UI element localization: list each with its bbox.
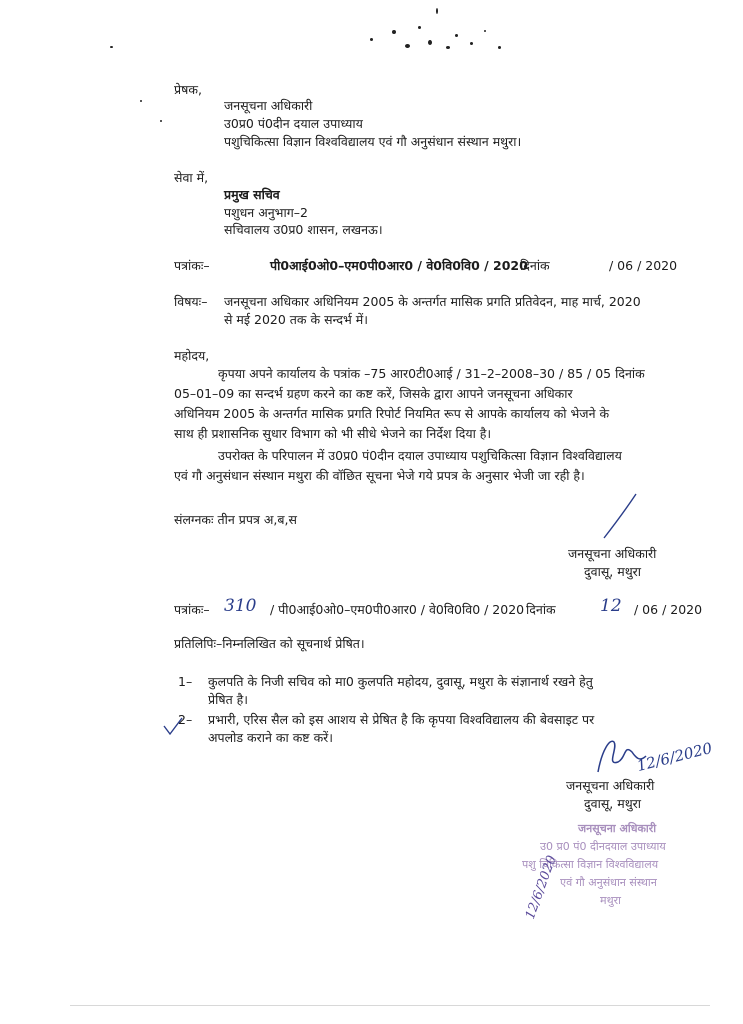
page-edge-line <box>70 1005 710 1006</box>
ref-label: पत्रांकः– <box>174 258 210 273</box>
signature1-line-1: जनसूचना अधिकारी <box>568 546 657 561</box>
para1-line-2: 05–01–09 का सन्दर्भ ग्रहण करने का कष्ट करें, जिसके द्वारा आपने जनसूचना अधिकार <box>174 386 573 401</box>
signature1-line-2: दुवासू, मथुरा <box>584 564 642 579</box>
subject-label: विषयः– <box>174 294 208 309</box>
stamp-line-5: मथुरा <box>600 894 621 907</box>
recipient-line-2: सचिवालय उ0प्र0 शासन, लखनऊ। <box>224 222 383 237</box>
copy-item-1-num: 1– <box>178 674 193 689</box>
check-mark <box>162 716 184 738</box>
signature2-line-1: जनसूचना अधिकारी <box>566 778 655 793</box>
copy-item-2-num: 2– <box>178 712 193 727</box>
ref2-hand-day: 12 <box>600 596 622 616</box>
subject-line-2: से मई 2020 तक के सन्दर्भ में। <box>224 312 368 327</box>
ref2-number: / पी0आई0ओ0–एम0पी0आर0 / वे0वि0वि0 / 2020 <box>270 602 525 617</box>
signature-stroke-1 <box>600 492 640 542</box>
sender-line-2: उ0प्र0 पं0दीन दयाल उपाध्याय <box>224 116 363 131</box>
ref2-hand-number: 310 <box>224 596 257 616</box>
salutation: महोदय, <box>174 348 210 363</box>
sender-line-1: जनसूचना अधिकारी <box>224 98 313 113</box>
copy-heading: प्रतिलिपिः–निम्नलिखित को सूचनार्थ प्रेषित। <box>174 636 365 651</box>
para2-line-2: एवं गौ अनुसंधान संस्थान मथुरा की वॉछित सूचना भेजे गये प्रपत्र के अनुसार भेजी जा रही है। <box>174 468 585 483</box>
subject-line-1: जनसूचना अधिकार अधिनियम 2005 के अन्तर्गत मासिक प्रगति प्रतिवेदन, माह मार्च, 2020 <box>224 294 641 309</box>
stamp-line-3: पशु चिकित्सा विज्ञान विश्वविद्यालय <box>522 858 659 871</box>
copy-item-2-line-1: प्रभारी, एरिस सैल को इस आशय से प्रेषित है कि कृपया विश्वविद्यालय की बेवसाइट पर <box>208 712 595 727</box>
recipient-line-1: पशुधन अनुभाग–2 <box>224 205 308 220</box>
para1-line-4: साथ ही प्रशासनिक सुधार विभाग को भी सीधे भेजने का निर्देश दिया है। <box>174 426 492 441</box>
signature2-hand-date: 12/6/2020 <box>634 738 714 776</box>
copy-item-2-line-2: अपलोड कराने का कष्ट करें। <box>208 730 334 745</box>
recipient-label: सेवा में, <box>174 170 209 185</box>
enclosure: संलग्नकः तीन प्रपत्र अ,ब,स <box>174 512 297 527</box>
sender-line-3: पशुचिकित्सा विज्ञान विश्वविद्यालय एवं गौ अनुसंधान संस्थान मथुरा। <box>224 134 522 149</box>
sender-label: प्रेषक, <box>174 82 202 97</box>
ref-number: पी0आई0ओ0–एम0पी0आर0 / वे0वि0वि0 / 2020 <box>270 258 528 273</box>
ref2-date-label: दिनांक <box>526 602 556 617</box>
para1-line-3: अधिनियम 2005 के अन्तर्गत मासिक प्रगति रिपोर्ट नियमित रूप से आपके कार्यालय को भेजने के <box>174 406 610 421</box>
recipient-title: प्रमुख सचिव <box>224 187 280 202</box>
para1-line-1: कृपया अपने कार्यालय के पत्रांक –75 आर0टी0आई / 31–2–2008–30 / 85 / 05 दिनांक <box>218 366 645 381</box>
ref2-date: / 06 / 2020 <box>634 602 703 617</box>
ref-date: / 06 / 2020 <box>609 258 678 273</box>
ref2-label: पत्रांकः– <box>174 602 210 617</box>
stamp-line-2: उ0 प्र0 पं0 दीनदयाल उपाध्याय <box>540 840 666 853</box>
stamp-line-1: जनसूचना अधिकारी <box>578 822 657 835</box>
signature2-line-2: दुवासू, मथुरा <box>584 796 642 811</box>
copy-item-1-line-1: कुलपति के निजी सचिव को मा0 कुलपति महोदय, दुवासू, मथुरा के संज्ञानार्थ रखने हेतु <box>208 674 593 689</box>
stamp-line-4: एवं गौ अनुसंधान संस्थान <box>560 876 657 889</box>
stamp-hand-date: 12/6/2020 <box>522 853 560 922</box>
copy-item-1-line-2: प्रेषित है। <box>208 692 249 707</box>
ref-date-label: दिनांक <box>520 258 550 273</box>
para2-line-1: उपरोक्त के परिपालन में उ0प्र0 पं0दीन दयाल उपाध्याय पशुचिकित्सा विज्ञान विश्वविद्यालय <box>218 448 622 463</box>
